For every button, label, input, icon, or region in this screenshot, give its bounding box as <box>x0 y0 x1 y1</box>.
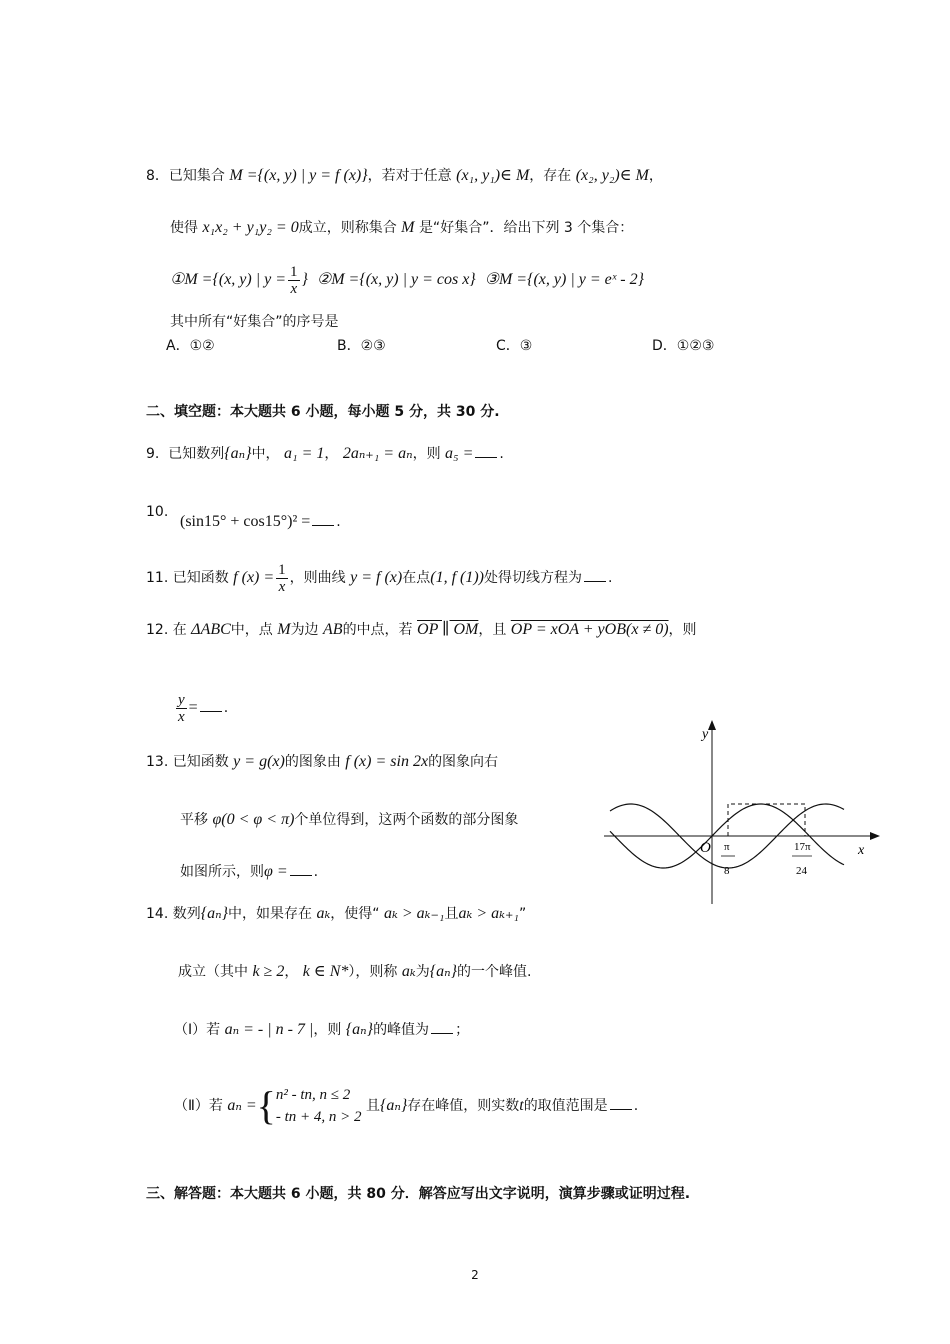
left-brace: { <box>256 1083 276 1128</box>
q13-line3: 如图所示，则φ = . <box>180 863 319 880</box>
q14-part1: （Ⅰ）若 aₙ = - | n - 7 |，则 {aₙ}的峰值为 ； <box>174 1021 470 1038</box>
tick-label-17pi-numerator: 17π <box>794 841 811 853</box>
fraction-one-over-x: $\frac{1}{x}$ <box>278 561 286 595</box>
q12-line2: $\frac{y}{x}$ = . <box>178 691 229 725</box>
q8-option-b: B．②③ <box>337 338 386 354</box>
origin-label: O <box>700 840 711 856</box>
tick-label-pi-denominator: 8 <box>724 865 730 877</box>
tick-label-17pi-denominator: 24 <box>796 865 807 877</box>
q14-line2: 成立（其中 k ≥ 2， k ∈ N*），则称 aₖ为{aₙ}的一个峰值. <box>178 963 532 980</box>
q9: 9. 已知数列{aₙ}中， a₁ = 1， 2aₙ₊₁ = aₙ，则 a₅ = . <box>146 445 504 462</box>
x-axis-label: x <box>858 843 865 858</box>
answer-blank <box>610 1109 632 1110</box>
q8-option-a: A．①② <box>166 338 215 354</box>
answer-blank <box>290 875 312 876</box>
q13-line1: 13. 已知函数 y = g(x)的图象由 f (x) = sin 2x的图象向右 <box>146 753 499 770</box>
q8-sets: ①M ={(x, y) | y = $\frac{1}{x}$ } ②M ={(x, y) | y = cos x} ③M ={(x, y) | y = eˣ - 2} <box>170 263 644 297</box>
q8-line2: 使得 x₁x₂ + y₁y₂ = 0成立，则称集合 M 是“好集合”．给出下列 3 个集合： <box>170 219 634 236</box>
answer-blank <box>312 525 334 526</box>
answer-blank <box>475 457 497 458</box>
q12-line1: 12. 在 ΔABC中，点 M为边 AB的中点，若 OP ∥ OM，且 OP = xOA + yOB(x ≠ 0)，则 <box>146 621 697 638</box>
fraction-y-over-x: $\frac{y}{x}$ <box>178 691 185 725</box>
answer-blank <box>584 581 606 582</box>
q14-part2: （Ⅱ）若 aₙ ={ n² - tn, n ≤ 2 - tn + 4, n > 2 且{aₙ}存在峰值，则实数t的取值范围是 . <box>174 1083 639 1128</box>
q13-line2: 平移 φ(0 < φ < π)个单位得到，这两个函数的部分图象 <box>180 811 519 828</box>
q10-expr: (sin15° + cos15°)² = . <box>180 513 341 530</box>
x-axis-arrow <box>870 832 880 840</box>
y-axis-arrow <box>708 720 716 730</box>
tick-label-pi-numerator: π <box>724 841 730 853</box>
q8-line4: 其中所有“好集合”的序号是 <box>170 314 339 330</box>
page-number: 2 <box>471 1268 479 1282</box>
q11: 11. 已知函数 f (x) = $\frac{1}{x}$ ，则曲线 y = f (x)在点(1, f (1))处得切线方程为 . <box>146 561 613 595</box>
section-2-heading: 二、填空题：本大题共 6 小题，每小题 5 分，共 30 分. <box>146 404 500 420</box>
q10: 10. <box>146 504 169 520</box>
sine-graph <box>604 718 884 908</box>
q8-option-c: C．③ <box>496 338 533 354</box>
q8-line1: 8．已知集合 M ={(x, y) | y = f (x)}，若对于任意 (x₁, y₁)∈ M，存在 (x₂, y₂)∈ M， <box>146 167 663 184</box>
q14-line1: 14. 数列{aₙ}中，如果存在 aₖ，使得“ aₖ > aₖ₋₁且aₖ > aₖ₊₁” <box>146 905 527 922</box>
q8-set-expr: M ={(x, y) | y = f (x)} <box>229 167 368 184</box>
piecewise-cases: n² - tn, n ≤ 2 - tn + 4, n > 2 <box>275 1087 362 1125</box>
q8-option-d: D．①②③ <box>652 338 715 354</box>
answer-blank <box>431 1033 453 1034</box>
answer-blank <box>200 711 222 712</box>
fraction-one-over-x: $\frac{1}{x}$ <box>290 263 298 297</box>
y-axis-label: y <box>702 727 709 742</box>
section-3-heading: 三、解答题：本大题共 6 小题，共 80 分．解答应写出文字说明，演算步骤或证明过程. <box>146 1186 691 1202</box>
